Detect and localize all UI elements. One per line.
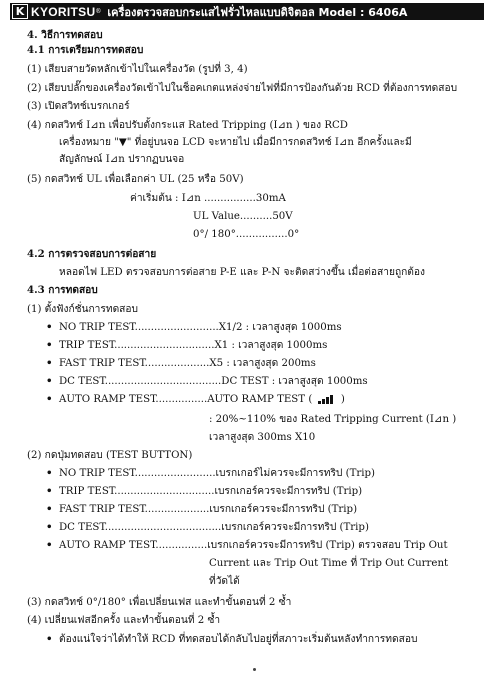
list-item-continuation: ที่วัดได้ <box>209 576 240 587</box>
step-line: (1) เสียบสายวัดหลักเข้าไปในเครื่องวัด (รูปที่ 3, 4) <box>27 64 248 75</box>
step-continuation: สัญลักษณ์ I⊿n ปรากฏบนจอ <box>59 154 185 165</box>
default-value-line: 0°/ 180°................0° <box>193 229 300 240</box>
subsection-heading: 4.2 การตรวจสอบการต่อสาย <box>27 248 157 260</box>
list-item: • TRIP TEST...............................เบรกเกอร์ควรจะมีการทริป (Trip) <box>59 485 362 498</box>
list-item-text-end: ) <box>340 394 345 405</box>
step-continuation: เครื่องหมาย "▼" ที่อยู่บนจอ LCD จะหายไป เมื่อมีการกดสวิทช์ I⊿n อีกครั้งและมี <box>59 137 412 148</box>
list-item-text: AUTO RAMP TEST................AUTO RAMP TEST ( <box>59 394 313 405</box>
list-item: • NO TRIP TEST..........................X1/2 : เวลาสูงสุด 1000ms <box>59 321 342 334</box>
list-item: • TRIP TEST...............................X1 : เวลาสูงสุด 1000ms <box>59 339 327 352</box>
ramp-detail-line: เวลาสูงสุด 300ms X10 <box>209 432 316 443</box>
ramp-detail-line: : 20%~110% ของ Rated Tripping Current (I⊿n ) <box>209 414 457 425</box>
page-mark <box>253 668 256 671</box>
registered-mark: ® <box>95 8 102 15</box>
document-title: เครื่องตรวจสอบกระแสไฟรั่วไหลแบบดิจิตอล Model : 6406A <box>107 5 408 19</box>
default-value-line: UL Value..........50V <box>193 211 293 222</box>
signal-bars-icon <box>318 395 336 404</box>
step-line: (3) กดสวิทช์ 0°/180° เพื่อเปลี่ยนเฟส และทำขั้นตอนที่ 2 ซ้ำ <box>27 597 292 608</box>
section-heading: 4. วิธีการทดสอบ <box>27 29 103 41</box>
step-line: (1) ตั้งฟังก์ชั่นการทดสอบ <box>27 304 138 315</box>
brand-name: KYORITSU <box>31 4 96 19</box>
paragraph: หลอดไฟ LED ตรวจสอบการต่อสาย P-E และ P-N จะติดสว่างขึ้น เมื่อต่อสายถูกต้อง <box>59 267 425 278</box>
note-item: • ต้องแน่ใจว่าได้ทำให้ RCD ที่ทดสอบได้กลับไปอยู่ที่สภาวะเริ่มต้นหลังทำการทดสอบ <box>59 633 417 646</box>
kyoritsu-logo-icon: K <box>12 4 28 19</box>
list-item: • FAST TRIP TEST....................เบรกเกอร์ควรจะมีการทริป (Trip) <box>59 503 357 516</box>
step-line: (4) กดสวิทช์ I⊿n เพื่อปรับตั้งกระแส Rated Tripping (I⊿n ) ของ RCD <box>27 120 348 131</box>
list-item-continuation: Current และ Trip Out Time ที่ Trip Out Current <box>209 558 449 569</box>
default-value-line: ค่าเริ่มต้น : I⊿n ................30mA <box>130 193 286 204</box>
list-item: • AUTO RAMP TEST................เบรกเกอร์ควรจะมีการทริป (Trip) ตรวจสอบ Trip Out <box>59 539 448 552</box>
list-item: • DC TEST....................................DC TEST : เวลาสูงสุด 1000ms <box>59 375 368 388</box>
subsection-heading: 4.3 การทดสอบ <box>27 284 98 296</box>
list-item: • NO TRIP TEST.........................เบรกเกอร์ไม่ควรจะมีการทริป (Trip) <box>59 467 375 480</box>
step-line: (2) กดปุ่มทดสอบ (TEST BUTTON) <box>27 450 193 461</box>
step-line: (4) เปลี่ยนเฟสอีกครั้ง และทำขั้นตอนที่ 2 ซ้ำ <box>27 615 221 626</box>
step-line: (5) กดสวิทช์ UL เพื่อเลือกค่า UL (25 หรือ 50V) <box>27 174 244 185</box>
step-line: (2) เสียบปลั๊กของเครื่องวัดเข้าไปในช็อคเกตแหล่งจ่ายไฟที่มีการป้องกันด้วย RCD ที่ต้องการทดสอบ <box>27 83 458 94</box>
list-item <box>59 393 345 406</box>
list-item: • FAST TRIP TEST....................X5 : เวลาสูงสุด 200ms <box>59 357 316 370</box>
step-line: (3) เปิดสวิทช์เบรกเกอร์ <box>27 101 130 112</box>
subsection-heading: 4.1 การเตรียมการทดสอบ <box>27 44 144 56</box>
list-item: • DC TEST....................................เบรกเกอร์ควรจะมีการทริป (Trip) <box>59 521 369 534</box>
document-header <box>10 3 484 20</box>
